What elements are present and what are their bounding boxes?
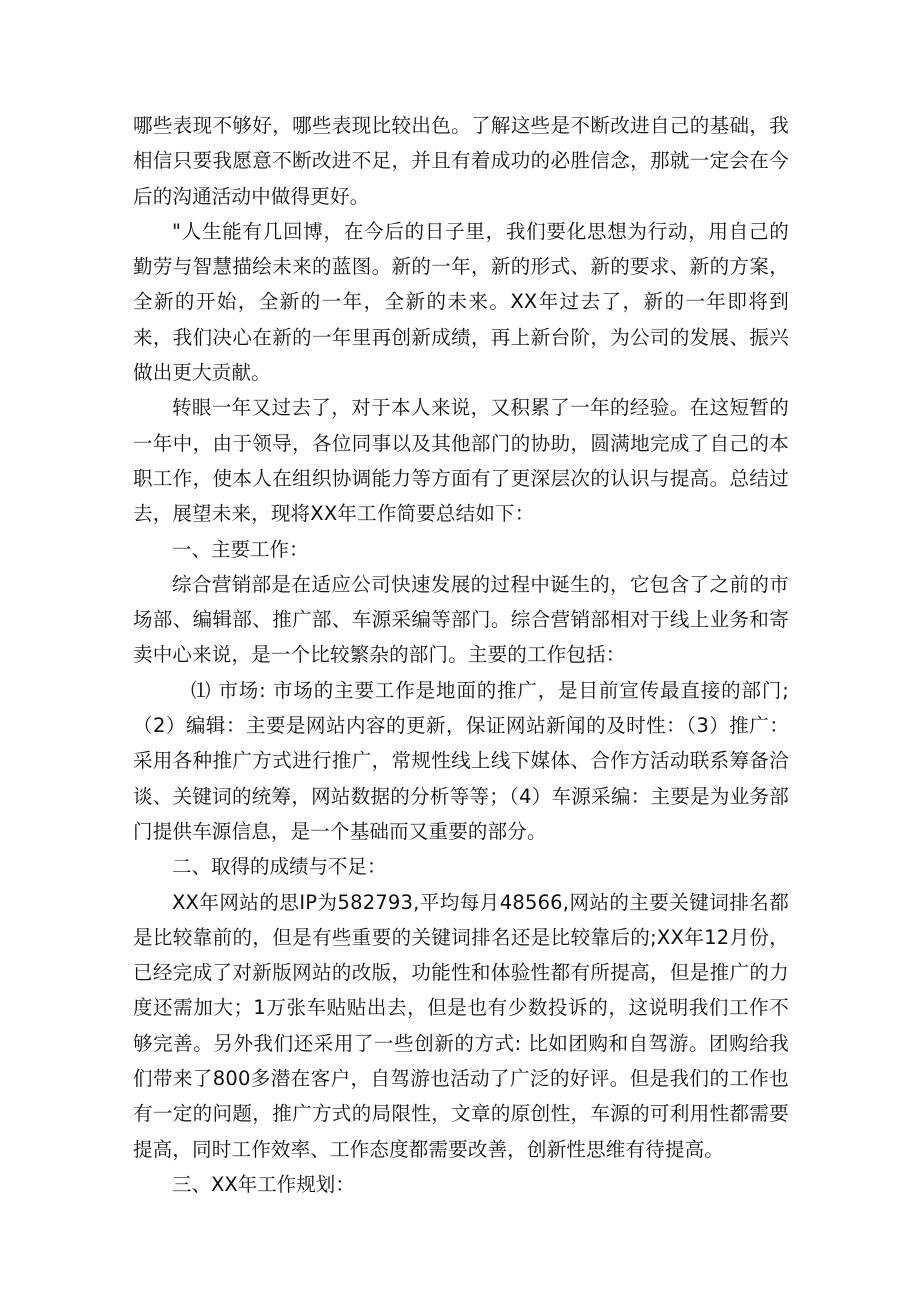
paragraph-intro-continuation: 哪些表现不够好，哪些表现比较出色。了解这些是不断改进自己的基础，我相信只要我愿意不断改进不足，并且有着成功的必胜信念，那就一定会在今后的沟通活动中做得更好。 xyxy=(133,114,789,208)
section-heading-work-plan: 三、XX年工作规划： xyxy=(172,1172,355,1196)
paragraph-annual-summary-intro: 转眼一年又过去了，对于本人来说，又积累了一年的经验。在这短暂的一年中，由于领导，各位同事以及其他部门的协助，圆满地完成了自己的本职工作，使本人在组织协调能力等方面有了更深层次的认识与提高。总结过去，展望未来，现将XX年工作简要总结如下： xyxy=(133,396,789,526)
section-heading-main-work: 一、主要工作： xyxy=(172,537,309,561)
paragraph-achievements-detail: XX年网站的思IP为582793,平均每月48566,网站的主要关键词排名都是比较靠前的，但是有些重要的关键词排名还是比较靠后的;XX年12月份，已经完成了对新版网站的改版，功能性和体验性都有所提高，但是推广的力度还需加大；1万张车贴贴出去，但是也有少数投诉的，这说明我们工作不够完善。另外我们还采用了一些创新的方式: 比如团购和自驾游。团购给我们带来了800多潜在客户，自驾游也活动了广泛的好评。但是我们的工作也有一定的问题，推广方式的局限性，文章的原创性，车源的可利用性都需要提高，同时工作效率、工作态度都需要改善，创新性思维有待提高。 xyxy=(133,890,789,1161)
paragraph-department-overview: 综合营销部是在适应公司快速发展的过程中诞生的，它包含了之前的市场部、编辑部、推广部、车源采编等部门。综合营销部相对于线上业务和寄卖中心来说，是一个比较繁杂的部门。主要的工作包括： xyxy=(133,572,789,667)
paragraph-new-year-resolve: "人生能有几回博，在今后的日子里，我们要化思想为行动，用自己的勤劳与智慧描绘未来的蓝图。新的一年，新的形式、新的要求、新的方案，全新的开始，全新的一年，全新的未来。XX年过去了，新的一年即将到来，我们决心在新的一年里再创新成绩，再上新台阶，为公司的发展、振兴做出更大贡献。 xyxy=(133,219,789,385)
paragraph-work-items-list: ⑴ 市场: 市场的主要工作是地面的推广，是目前宣传最直接的部门;（2）编辑：主要是网站内容的更新，保证网站新闻的及时性：（3）推广：采用各种推广方式进行推广，常规性线上线下媒体、合作方活动联系筹备洽谈、关键词的统筹，网站数据的分析等等；（4）车源采编：主要是为业务部门提供车源信息，是一个基础而又重要的部分。 xyxy=(133,678,789,843)
document-page xyxy=(133,108,789,1202)
section-heading-achievements: 二、取得的成绩与不足： xyxy=(172,855,387,879)
